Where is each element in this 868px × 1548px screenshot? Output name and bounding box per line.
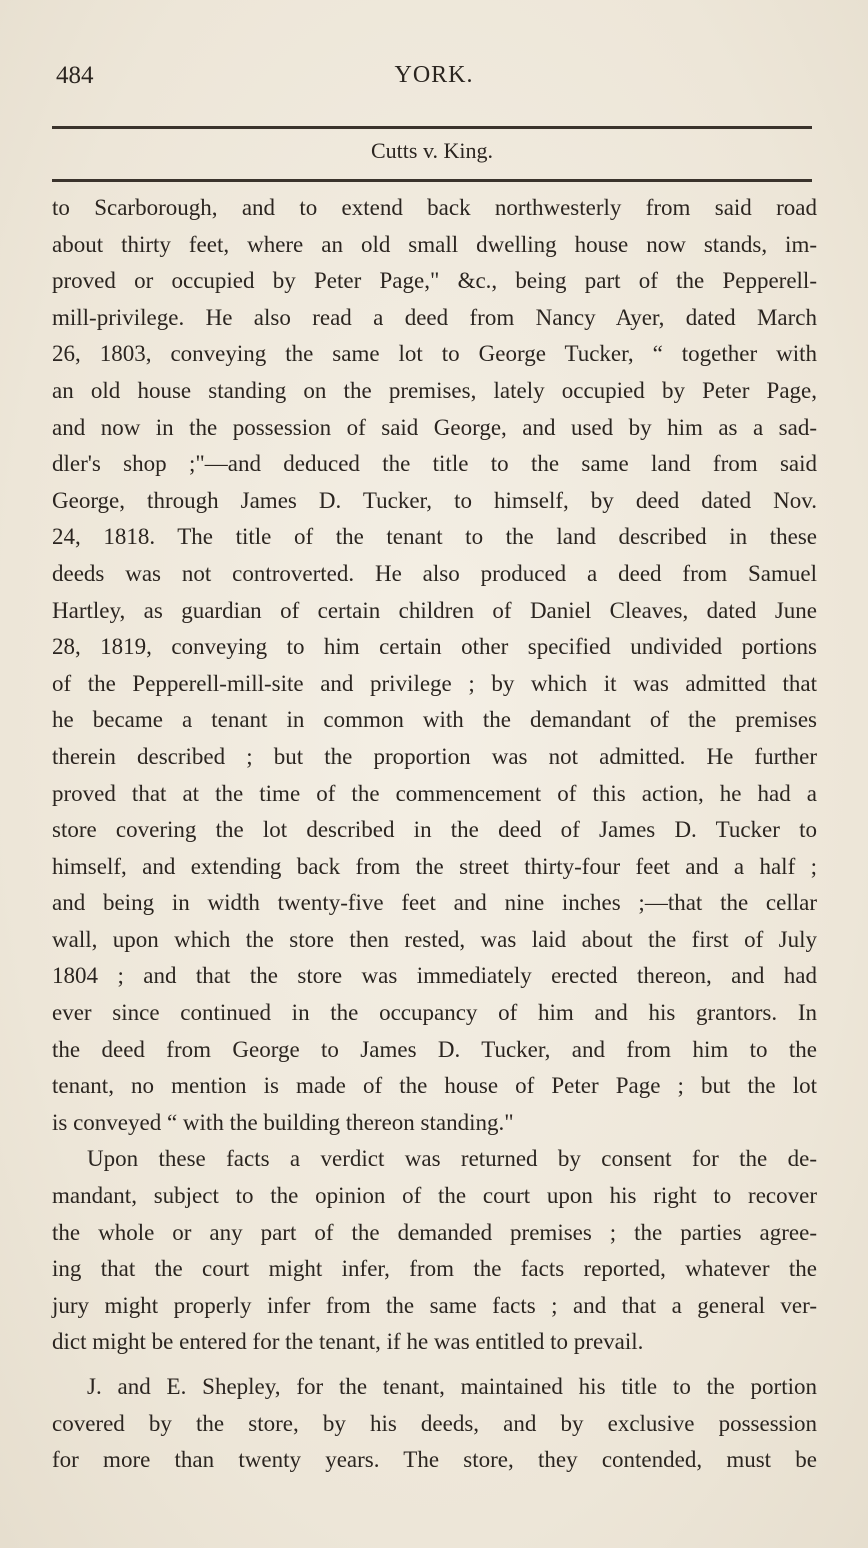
text-line: for more than twenty years. The store, they contended, must be bbox=[52, 1447, 817, 1473]
text-line: of the Pepperell-mill-site and privilege ; by which it was admitted that bbox=[52, 670, 817, 696]
text-line: is conveyed “ with the building thereon standing." bbox=[52, 1109, 514, 1135]
text-line: covered by the store, by his deeds, and by exclusive possession bbox=[52, 1410, 817, 1436]
running-head bbox=[52, 62, 816, 102]
text-line: Hartley, as guardian of certain children of Daniel Cleaves, dated June bbox=[52, 597, 817, 623]
text-line: 1804 ; and that the store was immediately erected thereon, and had bbox=[52, 963, 817, 989]
text-line: J. and E. Shepley, for the tenant, maintained his title to the portion bbox=[87, 1374, 817, 1399]
text-line: himself, and extending back from the street thirty-four feet and a half ; bbox=[52, 853, 817, 879]
text-line: the deed from George to James D. Tucker, and from him to the bbox=[52, 1036, 817, 1062]
text-line: store covering the lot described in the deed of James D. Tucker to bbox=[52, 817, 817, 843]
text-line: the whole or any part of the demanded premises ; the parties agree- bbox=[52, 1219, 817, 1245]
text-line: 24, 1818. The title of the tenant to the land described in these bbox=[52, 524, 817, 550]
case-title: Cutts v. King. bbox=[370, 138, 494, 163]
text-line: and now in the possession of said George, and used by him as a sad- bbox=[52, 414, 817, 440]
text-line: proved or occupied by Peter Page," &c., being part of the Pepperell- bbox=[52, 268, 817, 294]
text-line: George, through James D. Tucker, to himself, by deed dated Nov. bbox=[52, 487, 817, 513]
text-line: tenant, no mention is made of the house of Peter Page ; but the lot bbox=[52, 1073, 817, 1099]
text-line: therein described ; but the proportion was not admitted. He further bbox=[52, 743, 817, 769]
body-text bbox=[52, 190, 817, 1479]
text-line: ing that the court might infer, from the facts reported, whatever the bbox=[52, 1256, 817, 1282]
text-line: deeds was not controverted. He also produced a deed from Samuel bbox=[52, 560, 817, 586]
text-line: dict might be entered for the tenant, if he was entitled to prevail. bbox=[52, 1329, 644, 1355]
text-line: an old house standing on the premises, lately occupied by Peter Page, bbox=[52, 377, 817, 403]
text-line: mill-privilege. He also read a deed from Nancy Ayer, dated March bbox=[52, 304, 817, 330]
text-line: dler's shop ;"—and deduced the title to the same land from said bbox=[52, 451, 817, 477]
text-line: about thirty feet, where an old small dwelling house now stands, im- bbox=[52, 231, 817, 257]
text-line: and being in width twenty-five feet and nine inches ;—that the cellar bbox=[52, 890, 817, 916]
bottom-rule bbox=[52, 179, 812, 182]
page-number: 484 bbox=[56, 62, 94, 89]
text-line: he became a tenant in common with the demandant of the premises bbox=[52, 707, 817, 733]
text-line: 28, 1819, conveying to him certain other specified undivided portions bbox=[52, 634, 817, 660]
text-line: jury might properly infer from the same facts ; and that a general ver- bbox=[52, 1292, 817, 1318]
text-line: proved that at the time of the commencement of this action, he had a bbox=[52, 780, 817, 806]
top-rule bbox=[52, 126, 812, 129]
text-line: ever since continued in the occupancy of him and his grantors. In bbox=[52, 1000, 817, 1026]
text-line: to Scarborough, and to extend back northwesterly from said road bbox=[52, 195, 817, 220]
running-title: YORK. bbox=[394, 62, 474, 88]
text-line: 26, 1803, conveying the same lot to George Tucker, “ together with bbox=[52, 341, 817, 367]
text-line: Upon these facts a verdict was returned by consent for the de- bbox=[87, 1146, 817, 1172]
text-line: wall, upon which the store then rested, was laid about the first of July bbox=[52, 926, 817, 952]
text-line: mandant, subject to the opinion of the court upon his right to recover bbox=[52, 1183, 817, 1209]
